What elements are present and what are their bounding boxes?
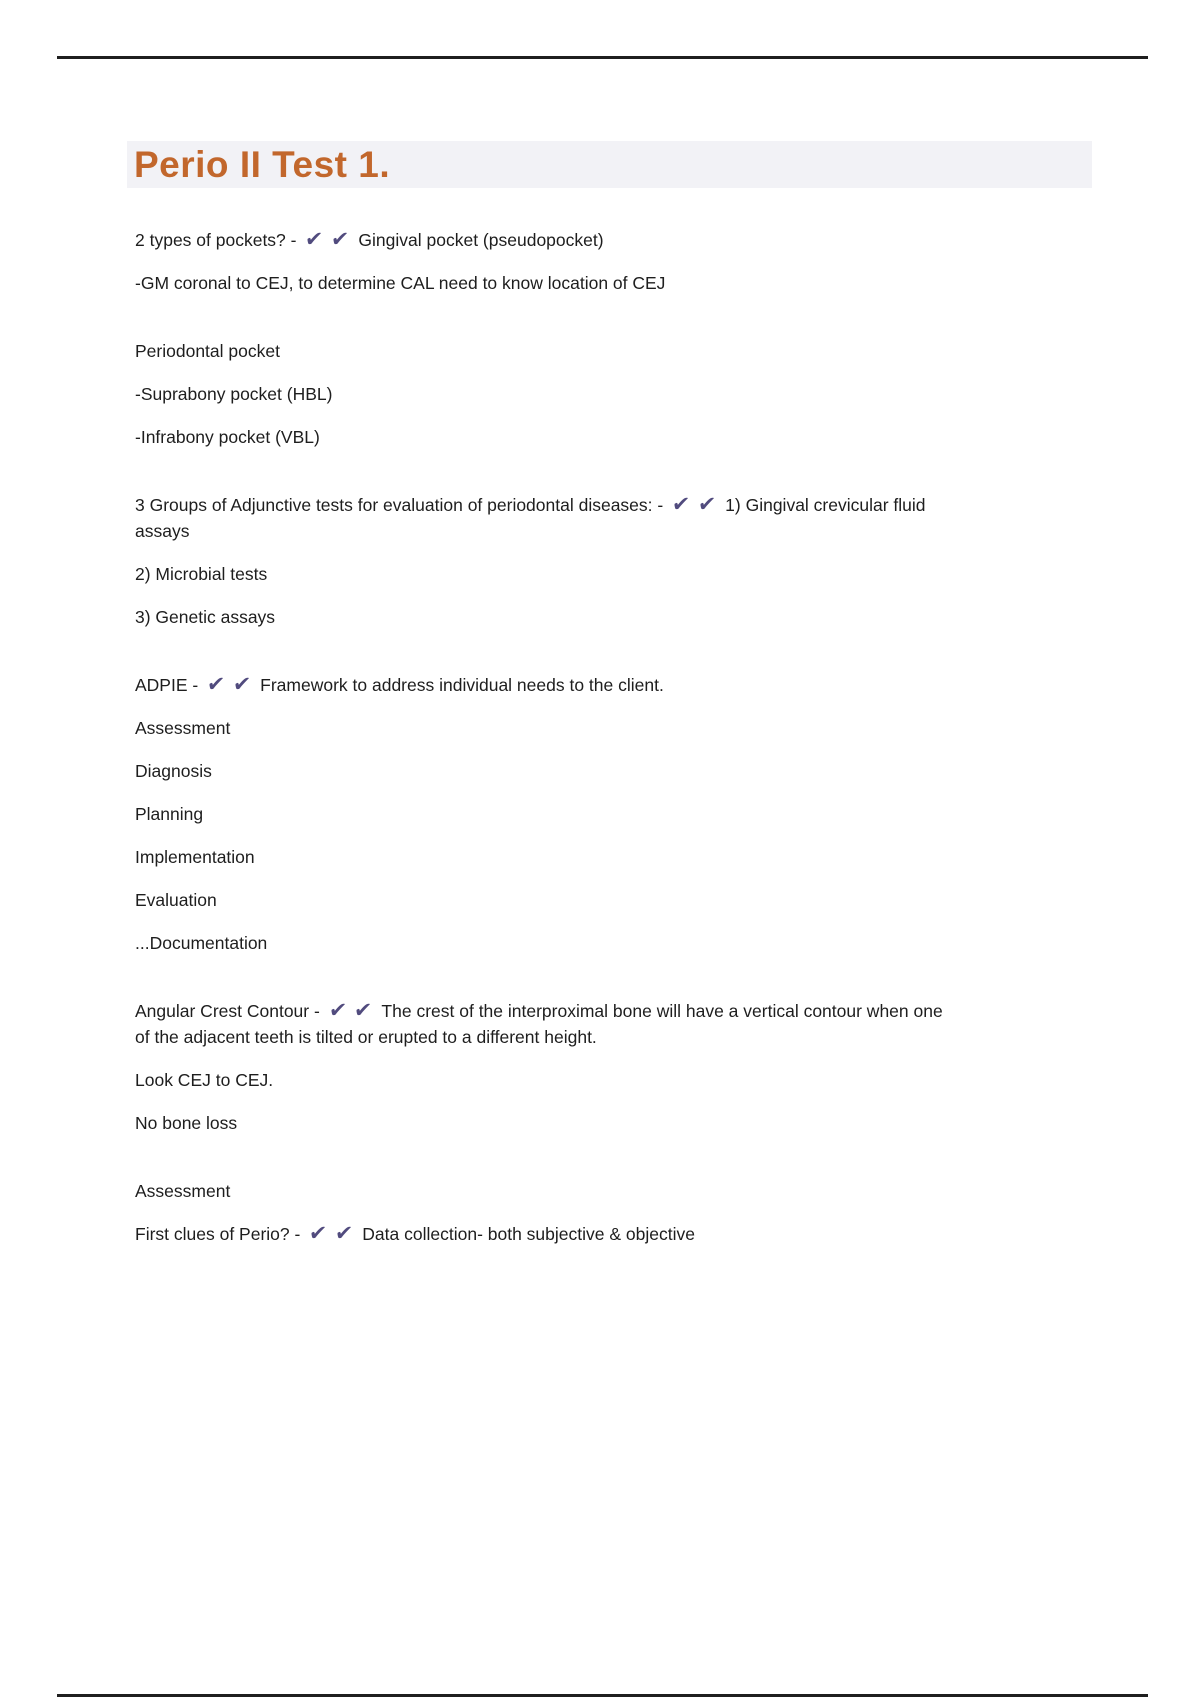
text-run: No bone loss — [135, 1113, 238, 1133]
text-line — [135, 801, 1095, 827]
check-icon: ✔ — [327, 999, 348, 1022]
text-run: Look CEJ to CEJ. — [135, 1070, 274, 1090]
paragraph — [135, 492, 1095, 544]
qa-group-adjunctive-tests — [135, 492, 1095, 630]
text-line — [135, 561, 1095, 587]
paragraph — [135, 1067, 1095, 1093]
qa-group-periodontal-pocket — [135, 338, 1095, 450]
check-icon: ✔ — [307, 1222, 329, 1245]
check-icon: ✔ — [670, 493, 691, 516]
text-line — [135, 672, 1095, 698]
text-run: -Suprabony pocket (HBL) — [135, 384, 333, 404]
paragraph — [135, 930, 1095, 956]
text-line — [135, 1067, 1095, 1093]
paragraph — [135, 604, 1095, 630]
check-icon: ✔ — [353, 999, 374, 1022]
text-line — [135, 1221, 1095, 1247]
text-line — [135, 492, 1095, 518]
text-line — [135, 758, 1095, 784]
title-bar — [127, 141, 1092, 188]
text-run: 1) Gingival crevicular fluid — [720, 495, 926, 515]
paragraph — [135, 381, 1095, 407]
text-run: ADPIE - — [135, 675, 204, 695]
check-icon: ✔ — [205, 673, 226, 696]
paragraph — [135, 338, 1095, 364]
document-content — [135, 227, 1095, 1289]
check-icon: ✔ — [696, 493, 717, 516]
paragraph — [135, 887, 1095, 913]
paragraph — [135, 844, 1095, 870]
paragraph — [135, 998, 1095, 1050]
paragraph — [135, 227, 1095, 253]
text-line — [135, 844, 1095, 870]
text-line — [135, 887, 1095, 913]
text-run: Assessment — [135, 718, 231, 738]
text-line — [135, 1178, 1095, 1204]
double-check-icon — [305, 230, 348, 250]
top-border-rule — [57, 56, 1148, 59]
double-check-icon — [309, 1224, 352, 1244]
paragraph — [135, 672, 1095, 698]
text-line — [135, 227, 1095, 253]
check-icon: ✔ — [329, 228, 350, 251]
text-run: Assessment — [135, 1181, 231, 1201]
text-line — [135, 715, 1095, 741]
text-line — [135, 930, 1095, 956]
text-line — [135, 270, 1095, 296]
qa-group-adpie — [135, 672, 1095, 956]
text-run: Periodontal pocket — [135, 341, 280, 361]
text-run: Planning — [135, 804, 204, 824]
text-run: Framework to address individual needs to the client. — [255, 675, 664, 695]
text-run: Angular Crest Contour - — [135, 1001, 325, 1021]
text-line — [135, 998, 1095, 1024]
text-run: assays — [135, 521, 190, 541]
text-run: Gingival pocket (pseudopocket) — [353, 230, 604, 250]
check-icon: ✔ — [304, 228, 325, 251]
qa-group-angular-crest-contour — [135, 998, 1095, 1136]
text-line — [135, 338, 1095, 364]
qa-group-first-clues — [135, 1178, 1095, 1247]
text-run: 3) Genetic assays — [135, 607, 276, 627]
text-run: 3 Groups of Adjunctive tests for evaluation of periodontal diseases: - — [135, 495, 669, 515]
bottom-border-rule — [57, 1694, 1148, 1697]
text-line — [135, 1024, 1095, 1050]
page-title: Perio II Test 1. — [134, 144, 391, 185]
text-run: Implementation — [135, 847, 255, 867]
paragraph — [135, 801, 1095, 827]
text-run: ...Documentation — [135, 933, 268, 953]
text-run: First clues of Perio? - — [135, 1224, 306, 1244]
text-run: -Infrabony pocket (VBL) — [135, 427, 320, 447]
paragraph — [135, 758, 1095, 784]
paragraph — [135, 1221, 1095, 1247]
double-check-icon — [329, 1001, 372, 1021]
paragraph — [135, 1110, 1095, 1136]
text-line — [135, 381, 1095, 407]
paragraph — [135, 270, 1095, 296]
paragraph — [135, 715, 1095, 741]
text-line — [135, 518, 1095, 544]
check-icon: ✔ — [231, 673, 252, 696]
text-run: -GM coronal to CEJ, to determine CAL need to know location of CEJ — [135, 273, 666, 293]
text-run: 2) Microbial tests — [135, 564, 268, 584]
paragraph — [135, 424, 1095, 450]
check-icon: ✔ — [333, 1222, 354, 1245]
double-check-icon — [672, 495, 715, 515]
text-run: Data collection- both subjective & objective — [357, 1224, 695, 1244]
text-run: Evaluation — [135, 890, 217, 910]
text-line — [135, 1110, 1095, 1136]
paragraph — [135, 561, 1095, 587]
double-check-icon — [207, 675, 250, 695]
text-run: Diagnosis — [135, 761, 212, 781]
text-line — [135, 424, 1095, 450]
text-run: The crest of the interproximal bone will have a vertical contour when one — [376, 1001, 943, 1021]
text-run: 2 types of pockets? - — [135, 230, 302, 250]
qa-group-pocket-types — [135, 227, 1095, 296]
text-run: of the adjacent teeth is tilted or erupted to a different height. — [135, 1027, 597, 1047]
text-line — [135, 604, 1095, 630]
paragraph — [135, 1178, 1095, 1204]
